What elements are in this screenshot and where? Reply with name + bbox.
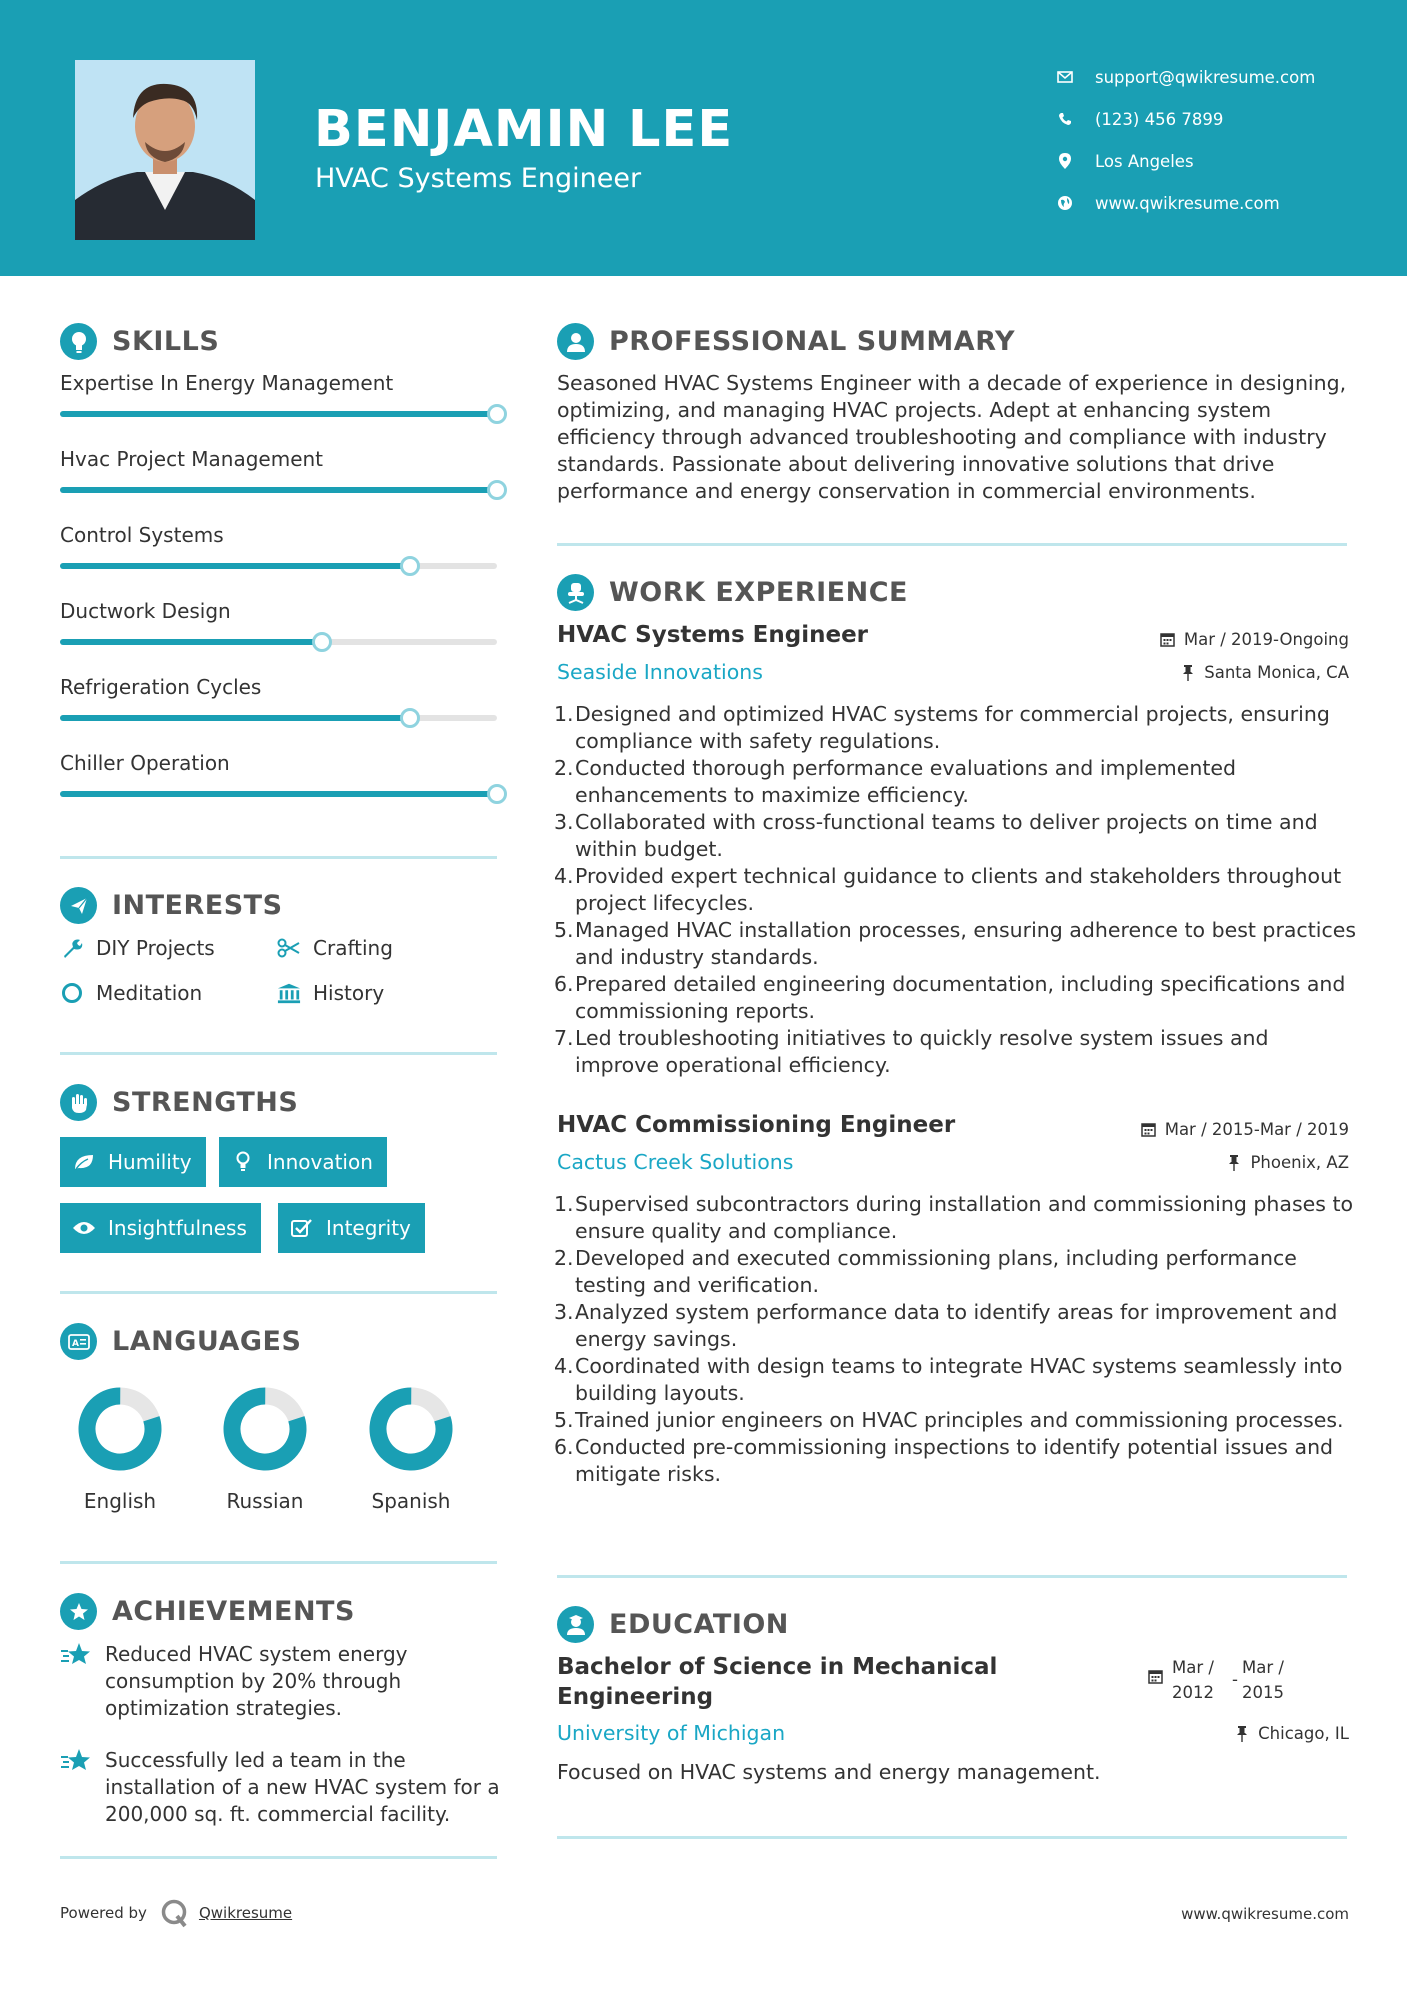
job-dates — [1141, 1120, 1349, 1139]
strength-label: Humility — [108, 1150, 192, 1174]
skill-item — [60, 599, 510, 623]
language-label: Spanish — [371, 1489, 451, 1513]
section-divider — [60, 856, 497, 859]
experience-title: WORK EXPERIENCE — [609, 577, 908, 608]
svg-text:A: A — [71, 1338, 79, 1349]
strength-badge — [278, 1203, 425, 1253]
skill-bar-fill — [60, 563, 410, 569]
job-duties — [554, 1191, 1357, 1488]
skill-bar-fill — [60, 639, 322, 645]
interests-heading — [60, 887, 283, 924]
education-description: Focused on HVAC systems and energy management. — [557, 1760, 1101, 1784]
contact-phone[interactable] — [1055, 98, 1315, 140]
section-divider — [60, 1856, 497, 1859]
footer-website[interactable]: www.qwikresume.com — [1181, 1905, 1349, 1923]
education-date-separator: - — [1232, 1670, 1238, 1689]
education-location-text: Chicago, IL — [1258, 1724, 1349, 1743]
skill-bar-fill — [60, 715, 410, 721]
scissors-icon — [277, 936, 301, 960]
strength-badge — [219, 1137, 387, 1187]
phone-icon — [1055, 109, 1075, 129]
duty-item: 5. Trained junior engineers on HVAC principles and commissioning processes. — [554, 1408, 1344, 1432]
circle-icon — [60, 981, 84, 1005]
education-start: Mar / 2012 — [1172, 1658, 1214, 1702]
skill-bar — [60, 563, 497, 569]
skill-bar-knob — [487, 404, 507, 424]
skill-bar-fill — [60, 791, 497, 797]
contact-list — [1055, 56, 1315, 224]
section-divider — [557, 543, 1347, 546]
eye-icon — [72, 1216, 96, 1240]
language-item — [60, 1387, 180, 1513]
interest-item — [277, 981, 384, 1005]
duty-item: 1. Designed and optimized HVAC systems for commercial projects, ensuring compliance with safety regulations. — [554, 702, 1330, 753]
education-dates — [1148, 1655, 1302, 1705]
duty-item: 7. Led troubleshooting initiatives to quickly resolve system issues and improve operational efficiency. — [554, 1026, 1269, 1077]
contact-website-text: www.qwikresume.com — [1095, 193, 1280, 213]
interest-label: Meditation — [96, 981, 203, 1005]
achievements-heading — [60, 1593, 355, 1630]
duty-item: 6. Conducted pre-commissioning inspections to identify potential issues and mitigate risks. — [554, 1435, 1334, 1486]
duty-item: 2. Developed and executed commissioning plans, including performance testing and verification. — [554, 1246, 1297, 1297]
skills-heading — [60, 323, 219, 360]
section-divider — [557, 1836, 1347, 1839]
degree-title: Bachelor of Science in Mechanical Engineering — [557, 1654, 998, 1710]
skill-label: Refrigeration Cycles — [60, 675, 262, 699]
office-chair-icon — [557, 574, 594, 611]
job-dates-text: Mar / 2019-Ongoing — [1183, 630, 1349, 649]
contact-location — [1055, 140, 1315, 182]
skill-bar — [60, 411, 497, 417]
strength-label: Insightfulness — [108, 1216, 247, 1240]
duty-item: 4. Coordinated with design teams to integrate HVAC systems seamlessly into building layouts. — [554, 1354, 1343, 1405]
skill-bar-knob — [400, 708, 420, 728]
skills-title: SKILLS — [112, 326, 220, 357]
section-divider — [60, 1561, 497, 1564]
achievements-title: ACHIEVEMENTS — [112, 1596, 355, 1627]
language-label: English — [83, 1489, 157, 1513]
skill-label: Chiller Operation — [60, 751, 230, 775]
skill-bar-fill — [60, 487, 497, 493]
check-square-icon — [290, 1216, 314, 1240]
duty-item: 4. Provided expert technical guidance to clients and stakeholders throughout project lifecycles. — [554, 864, 1342, 915]
candidate-name: BENJAMIN LEE — [314, 100, 734, 159]
education-end: Mar / 2015 — [1242, 1658, 1284, 1702]
lightbulb-icon — [231, 1150, 255, 1174]
duty-item: 3. Analyzed system performance data to identify areas for improvement and energy savings. — [554, 1300, 1338, 1351]
museum-icon — [277, 981, 301, 1005]
skill-bar-knob — [487, 784, 507, 804]
skill-bar-knob — [400, 556, 420, 576]
hand-icon — [60, 1084, 97, 1121]
interest-item — [60, 981, 202, 1005]
strengths-title: STRENGTHS — [112, 1087, 299, 1118]
education-location — [1234, 1724, 1349, 1743]
paper-plane-icon — [60, 887, 97, 924]
footer-branding — [60, 1898, 292, 1928]
profile-photo — [75, 60, 255, 240]
strength-label: Integrity — [326, 1216, 411, 1240]
skill-item — [60, 371, 510, 395]
education-title: EDUCATION — [609, 1609, 789, 1640]
user-icon — [557, 323, 594, 360]
achievement-item — [60, 1747, 510, 1828]
language-item — [351, 1387, 471, 1513]
lightbulb-icon — [60, 323, 97, 360]
skill-item — [60, 523, 510, 547]
job-title: HVAC Commissioning Engineer — [557, 1112, 956, 1138]
star-icon — [60, 1641, 92, 1669]
interest-label: DIY Projects — [96, 936, 215, 960]
job-location-text: Phoenix, AZ — [1250, 1153, 1349, 1172]
section-divider — [60, 1291, 497, 1294]
summary-title: PROFESSIONAL SUMMARY — [609, 326, 1016, 357]
duty-item: 2. Conducted thorough performance evaluations and implemented enhancements to maximize efficiency. — [554, 756, 1237, 807]
language-donut — [369, 1387, 453, 1471]
calendar-icon — [1148, 1669, 1164, 1685]
duty-item: 3. Collaborated with cross-functional teams to deliver projects on time and within budget. — [554, 810, 1318, 861]
skill-label: Hvac Project Management — [60, 447, 324, 471]
language-donut — [223, 1387, 307, 1471]
contact-website[interactable] — [1055, 182, 1315, 224]
email-icon — [1055, 67, 1075, 87]
company-name[interactable]: Cactus Creek Solutions — [557, 1150, 794, 1174]
globe-icon — [1055, 193, 1075, 213]
company-name[interactable]: Seaside Innovations — [557, 660, 763, 684]
duty-item: 5. Managed HVAC installation processes, ensuring adherence to best practices and industry standards. — [554, 918, 1357, 969]
language-label: Russian — [226, 1489, 304, 1513]
location-pin-icon — [1055, 151, 1075, 171]
contact-location-text: Los Angeles — [1095, 151, 1194, 171]
language-donut — [78, 1387, 162, 1471]
interest-item — [277, 936, 393, 960]
achievement-item — [60, 1641, 510, 1722]
interests-title: INTERESTS — [112, 890, 283, 921]
skill-label: Expertise In Energy Management — [60, 371, 394, 395]
summary-text: Seasoned HVAC Systems Engineer with a decade of experience in designing, optimizing, and managing HVAC projects. Adept at enhancing system efficiency through advanced troubleshooting and compliance with industry standards. Passionate about delivering innovative solutions that drive performance and energy conservation in commercial environments. — [557, 371, 1347, 503]
star-icon — [60, 1747, 92, 1775]
pushpin-icon — [1180, 665, 1196, 681]
language-icon — [60, 1323, 97, 1360]
skill-item — [60, 675, 510, 699]
skill-bar — [60, 715, 497, 721]
section-divider — [60, 1052, 497, 1055]
interest-item — [60, 936, 215, 960]
contact-email[interactable] — [1055, 56, 1315, 98]
skill-label: Control Systems — [60, 523, 224, 547]
duty-item: 6. Prepared detailed engineering documentation, including specifications and commissioning reports. — [554, 972, 1346, 1023]
job-location-text: Santa Monica, CA — [1204, 663, 1349, 682]
skill-bar — [60, 639, 497, 645]
languages-title: LANGUAGES — [112, 1326, 302, 1357]
skill-item — [60, 447, 510, 471]
star-badge-icon — [60, 1593, 97, 1630]
qwikresume-link[interactable]: Qwikresume — [198, 1904, 293, 1922]
leaf-icon — [72, 1150, 96, 1174]
skill-bar-knob — [312, 632, 332, 652]
job-dates — [1160, 630, 1349, 649]
powered-by-text: Powered by — [60, 1904, 147, 1922]
resume-header — [0, 0, 1407, 276]
skill-bar-fill — [60, 411, 497, 417]
strength-label: Innovation — [267, 1150, 373, 1174]
job-dates-text: Mar / 2015-Mar / 2019 — [1164, 1120, 1349, 1139]
achievement-text: Reduced HVAC system energy consumption by 20% through optimization strategies. — [105, 1642, 408, 1720]
graduate-icon — [557, 1606, 594, 1643]
contact-email-text: support@qwikresume.com — [1095, 67, 1316, 87]
job-title: HVAC Systems Engineer — [557, 622, 869, 648]
skill-label: Ductwork Design — [60, 599, 231, 623]
skill-item — [60, 751, 510, 775]
skill-bar — [60, 487, 497, 493]
job-location — [1226, 1153, 1349, 1172]
strengths-heading — [60, 1084, 298, 1121]
wrench-icon — [60, 936, 84, 960]
skill-bar — [60, 791, 497, 797]
contact-phone-text: (123) 456 7899 — [1095, 109, 1224, 129]
calendar-icon — [1160, 632, 1176, 648]
pushpin-icon — [1234, 1726, 1250, 1742]
qwikresume-logo-icon — [161, 1898, 189, 1928]
calendar-icon — [1141, 1122, 1157, 1138]
summary-heading — [557, 323, 1015, 360]
section-divider — [557, 1575, 1347, 1578]
skill-bar-knob — [487, 480, 507, 500]
education-heading — [557, 1606, 789, 1643]
strength-badge — [60, 1137, 206, 1187]
language-item — [205, 1387, 325, 1513]
languages-heading — [60, 1323, 301, 1360]
interest-label: Crafting — [313, 936, 393, 960]
interest-label: History — [313, 981, 385, 1005]
job-location — [1180, 663, 1349, 682]
candidate-title: HVAC Systems Engineer — [315, 163, 642, 194]
achievement-text: Successfully led a team in the installation of a new HVAC system for a 200,000 sq. ft. commercial facility. — [105, 1748, 500, 1826]
duty-item: 1. Supervised subcontractors during installation and commissioning phases to ensure quality and compliance. — [554, 1192, 1354, 1243]
strength-badge — [60, 1203, 261, 1253]
school-name[interactable]: University of Michigan — [557, 1721, 786, 1745]
experience-heading — [557, 574, 908, 611]
job-duties — [554, 701, 1357, 1079]
pushpin-icon — [1226, 1155, 1242, 1171]
